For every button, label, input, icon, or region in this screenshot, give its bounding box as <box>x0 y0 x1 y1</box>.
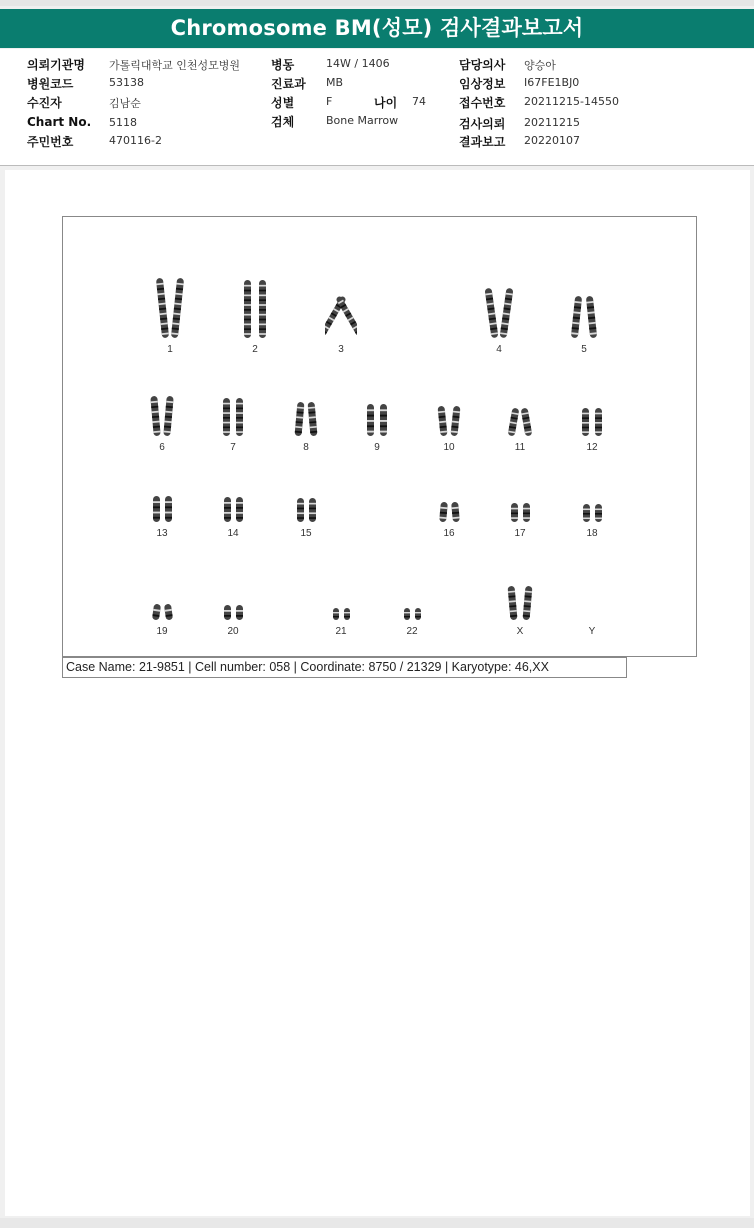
recipient-label: 수진자 <box>27 96 62 110</box>
department-value: MB <box>326 76 344 89</box>
chromosome-pair-2 <box>239 277 271 341</box>
chromosome-pair-15 <box>292 495 321 525</box>
resident-no-value: 470116-2 <box>109 134 162 147</box>
karyotype-caption: Case Name: 21-9851 | Cell number: 058 | Coordinate: 8750 / 21329 | Karyotype: 46,XX <box>62 657 627 678</box>
resident-no-label: 주민번호 <box>27 135 74 149</box>
clinical-info-label: 임상정보 <box>459 77 506 91</box>
chromosome-label-3: 3 <box>338 344 344 355</box>
hospital-code-label: 병원코드 <box>27 77 74 91</box>
recipient-value: 김남순 <box>109 97 141 110</box>
chromosome-pair-5 <box>568 293 600 341</box>
chromosome-pair-11 <box>505 405 535 439</box>
specimen-label: 검체 <box>271 115 295 129</box>
ward-label: 병동 <box>271 58 295 72</box>
age-value: 74 <box>412 95 426 108</box>
chromosome-pair-16 <box>435 499 464 525</box>
institution-label: 의뢰기관명 <box>27 58 85 72</box>
chromosome-label-5: 5 <box>581 344 587 355</box>
chromosome-label-2: 2 <box>252 344 258 355</box>
chromosome-pair-4 <box>483 285 515 341</box>
chromosome-label-1: 1 <box>167 344 173 355</box>
chromosome-label-21: 21 <box>335 626 347 637</box>
bottom-border <box>0 1218 754 1228</box>
chromosome-pair-9 <box>362 401 392 439</box>
chromosome-pair-1 <box>154 275 186 341</box>
patient-info-panel <box>0 49 754 166</box>
chromosome-label-6: 6 <box>159 442 165 453</box>
accession-no-value: 20211215-14550 <box>524 95 619 108</box>
chart-no-label: Chart No. <box>27 115 92 129</box>
chromosome-label-17: 17 <box>514 528 526 539</box>
chromosome-label-14: 14 <box>227 528 239 539</box>
ward-value: 14W / 1406 <box>326 57 390 70</box>
chromosome-pair-18 <box>578 501 607 525</box>
report-page <box>5 170 750 1216</box>
chromosome-label-8: 8 <box>303 442 309 453</box>
chromosome-pair-10 <box>434 403 464 439</box>
department-label: 진료과 <box>271 77 306 91</box>
chart-no-value: 5118 <box>109 116 137 129</box>
report-date-value: 20220107 <box>524 134 580 147</box>
chromosome-label-20: 20 <box>227 626 239 637</box>
chromosome-label-13: 13 <box>156 528 168 539</box>
chromosome-pair-17 <box>506 500 535 525</box>
chromosome-label-4: 4 <box>496 344 502 355</box>
institution-value: 가톨릭대학교 인천성모병원 <box>109 59 241 72</box>
chromosome-pair-12 <box>577 405 607 439</box>
chromosome-pair-19 <box>148 601 177 623</box>
doctor-value: 양승아 <box>524 59 556 72</box>
accession-no-label: 접수번호 <box>459 96 506 110</box>
specimen-value: Bone Marrow <box>326 114 399 127</box>
chromosome-pair-7 <box>218 395 248 439</box>
chromosome-label-22: 22 <box>406 626 418 637</box>
karyogram-image <box>62 216 697 657</box>
chromosome-pair-14 <box>219 494 248 525</box>
chromosome-pair-13 <box>148 493 177 525</box>
sex-value: F <box>326 95 333 108</box>
chromosome-pair-20 <box>219 602 248 623</box>
chromosome-label-10: 10 <box>443 442 455 453</box>
chromosome-label-X: X <box>516 626 524 637</box>
doctor-label: 담당의사 <box>459 58 506 72</box>
chromosome-label-19: 19 <box>156 626 168 637</box>
chromosome-label-16: 16 <box>443 528 455 539</box>
top-border <box>0 0 754 6</box>
report-date-label: 결과보고 <box>459 135 506 149</box>
chromosome-label-11: 11 <box>514 442 526 453</box>
chromosome-label-7: 7 <box>230 442 236 453</box>
sex-label: 성별 <box>271 96 295 110</box>
chromosome-label-15: 15 <box>300 528 312 539</box>
age-label: 나이 <box>374 96 398 110</box>
chromosome-pair-22 <box>399 605 426 623</box>
hospital-code-value: 53138 <box>109 76 144 89</box>
chromosome-pair-6 <box>147 393 177 439</box>
chromosome-label-Y: Y <box>588 626 596 637</box>
chromosome-label-9: 9 <box>374 442 380 453</box>
clinical-info-value: I67FE1BJ0 <box>524 76 580 89</box>
chromosome-pair-3 <box>325 291 357 341</box>
report-title: Chromosome BM(성모) 검사결과보고서 <box>0 9 754 48</box>
chromosome-label-18: 18 <box>586 528 598 539</box>
chromosome-pair-8 <box>291 399 321 439</box>
chromosome-pair-21 <box>328 605 355 623</box>
chromosome-pair-X <box>504 583 536 623</box>
chromosome-label-12: 12 <box>586 442 598 453</box>
request-date-label: 검사의뢰 <box>459 117 506 131</box>
request-date-value: 20211215 <box>524 116 580 129</box>
